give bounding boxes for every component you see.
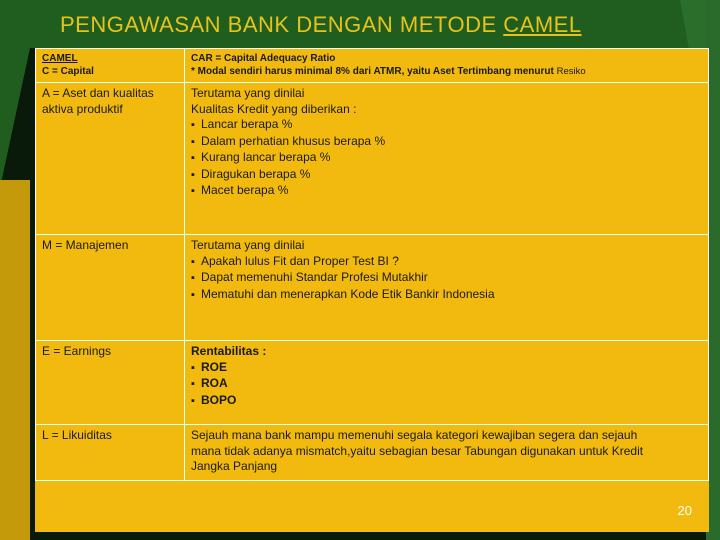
manajemen-intro: Terutama yang dinilai	[191, 238, 305, 252]
bullet-icon: ▪	[191, 378, 195, 390]
car-line: CAR = Capital Adequacy Ratio	[191, 53, 336, 64]
table-row-likuiditas	[36, 425, 709, 481]
list-item: ▪ ROE	[191, 360, 702, 377]
table-row-capital	[36, 49, 709, 83]
cell-capital-desc	[185, 49, 709, 83]
likuiditas-line3: Jangka Panjang	[191, 459, 278, 473]
camel-table	[35, 48, 709, 481]
bullet-icon: ▪	[191, 152, 195, 164]
left-triangle-decoration	[0, 48, 30, 188]
aset-intro-2: Kualitas Kredit yang diberikan :	[191, 101, 357, 116]
cell-manajemen-desc	[185, 235, 709, 341]
list-item: ▪ Macet berapa %	[191, 183, 702, 200]
title-underlined: CAMEL	[503, 12, 582, 37]
cell-earnings-label	[36, 341, 185, 425]
table-row-earnings	[36, 341, 709, 425]
aset-label-line2: aktiva produktif	[42, 101, 123, 116]
title-prefix: PENGAWASAN BANK DENGAN METODE	[60, 12, 504, 37]
earnings-label: E = Earnings	[42, 344, 112, 358]
page-number: 20	[677, 503, 692, 518]
cell-earnings-desc	[185, 341, 709, 425]
bullet-icon: ▪	[191, 255, 195, 268]
list-item: ▪ ROA	[191, 376, 702, 393]
aset-label-line1: A = Aset dan kualitas	[42, 86, 154, 100]
cell-capital-label	[36, 49, 185, 83]
list-item: ▪ BOPO	[191, 393, 702, 410]
list-item: ▪ Diragukan berapa %	[191, 167, 702, 184]
bullet-icon: ▪	[191, 361, 195, 374]
list-item: ▪ Mematuhi dan menerapkan Kode Etik Bankir Indonesia	[191, 287, 702, 304]
list-item: ▪ Apakah lulus Fit dan Proper Test BI ?	[191, 254, 702, 271]
list-item: ▪ Kurang lancar berapa %	[191, 150, 702, 167]
bullet-icon: ▪	[191, 288, 195, 301]
cell-likuiditas-desc	[185, 425, 709, 481]
modal-line	[191, 65, 702, 78]
bullet-icon: ▪	[191, 185, 195, 197]
table-row-manajemen	[36, 235, 709, 341]
left-olive-band	[0, 180, 30, 540]
bullet-icon: ▪	[191, 168, 195, 181]
bullet-icon: ▪	[191, 394, 195, 407]
rentabilitas-heading: Rentabilitas :	[191, 344, 267, 358]
likuiditas-line2: mana tidak adanya mismatch,yaitu sebagian besar Tabungan digunakan untuk Kredit	[191, 443, 644, 458]
cell-aset-desc	[185, 83, 709, 235]
bullet-icon: ▪	[191, 135, 195, 148]
modal-text: * Modal sendiri harus minimal 8% dari ATMR, yaitu Aset Tertimbang menurut	[191, 66, 554, 77]
bullet-icon: ▪	[191, 119, 195, 131]
camel-heading: CAMEL	[42, 53, 78, 64]
bullet-icon: ▪	[191, 272, 195, 284]
aset-intro-1: Terutama yang dinilai	[191, 86, 305, 100]
capital-label: C = Capital	[42, 66, 94, 77]
likuiditas-line1: Sejauh mana bank mampu memenuhi segala kategori kewajiban segera dan sejauh	[191, 428, 638, 442]
cell-aset-label	[36, 83, 185, 235]
cell-likuiditas-label	[36, 425, 185, 481]
cell-manajemen-label	[36, 235, 185, 341]
slide-title	[60, 12, 582, 38]
table-row-aset	[36, 83, 709, 235]
likuiditas-label: L = Likuiditas	[42, 428, 112, 442]
list-item: ▪ Dapat memenuhi Standar Profesi Mutakhir	[191, 270, 702, 287]
modal-suffix: Resiko	[556, 66, 586, 77]
list-item: ▪ Dalam perhatian khusus berapa %	[191, 134, 702, 151]
manajemen-label: M = Manajemen	[42, 238, 129, 252]
list-item: ▪ Lancar berapa %	[191, 117, 702, 134]
